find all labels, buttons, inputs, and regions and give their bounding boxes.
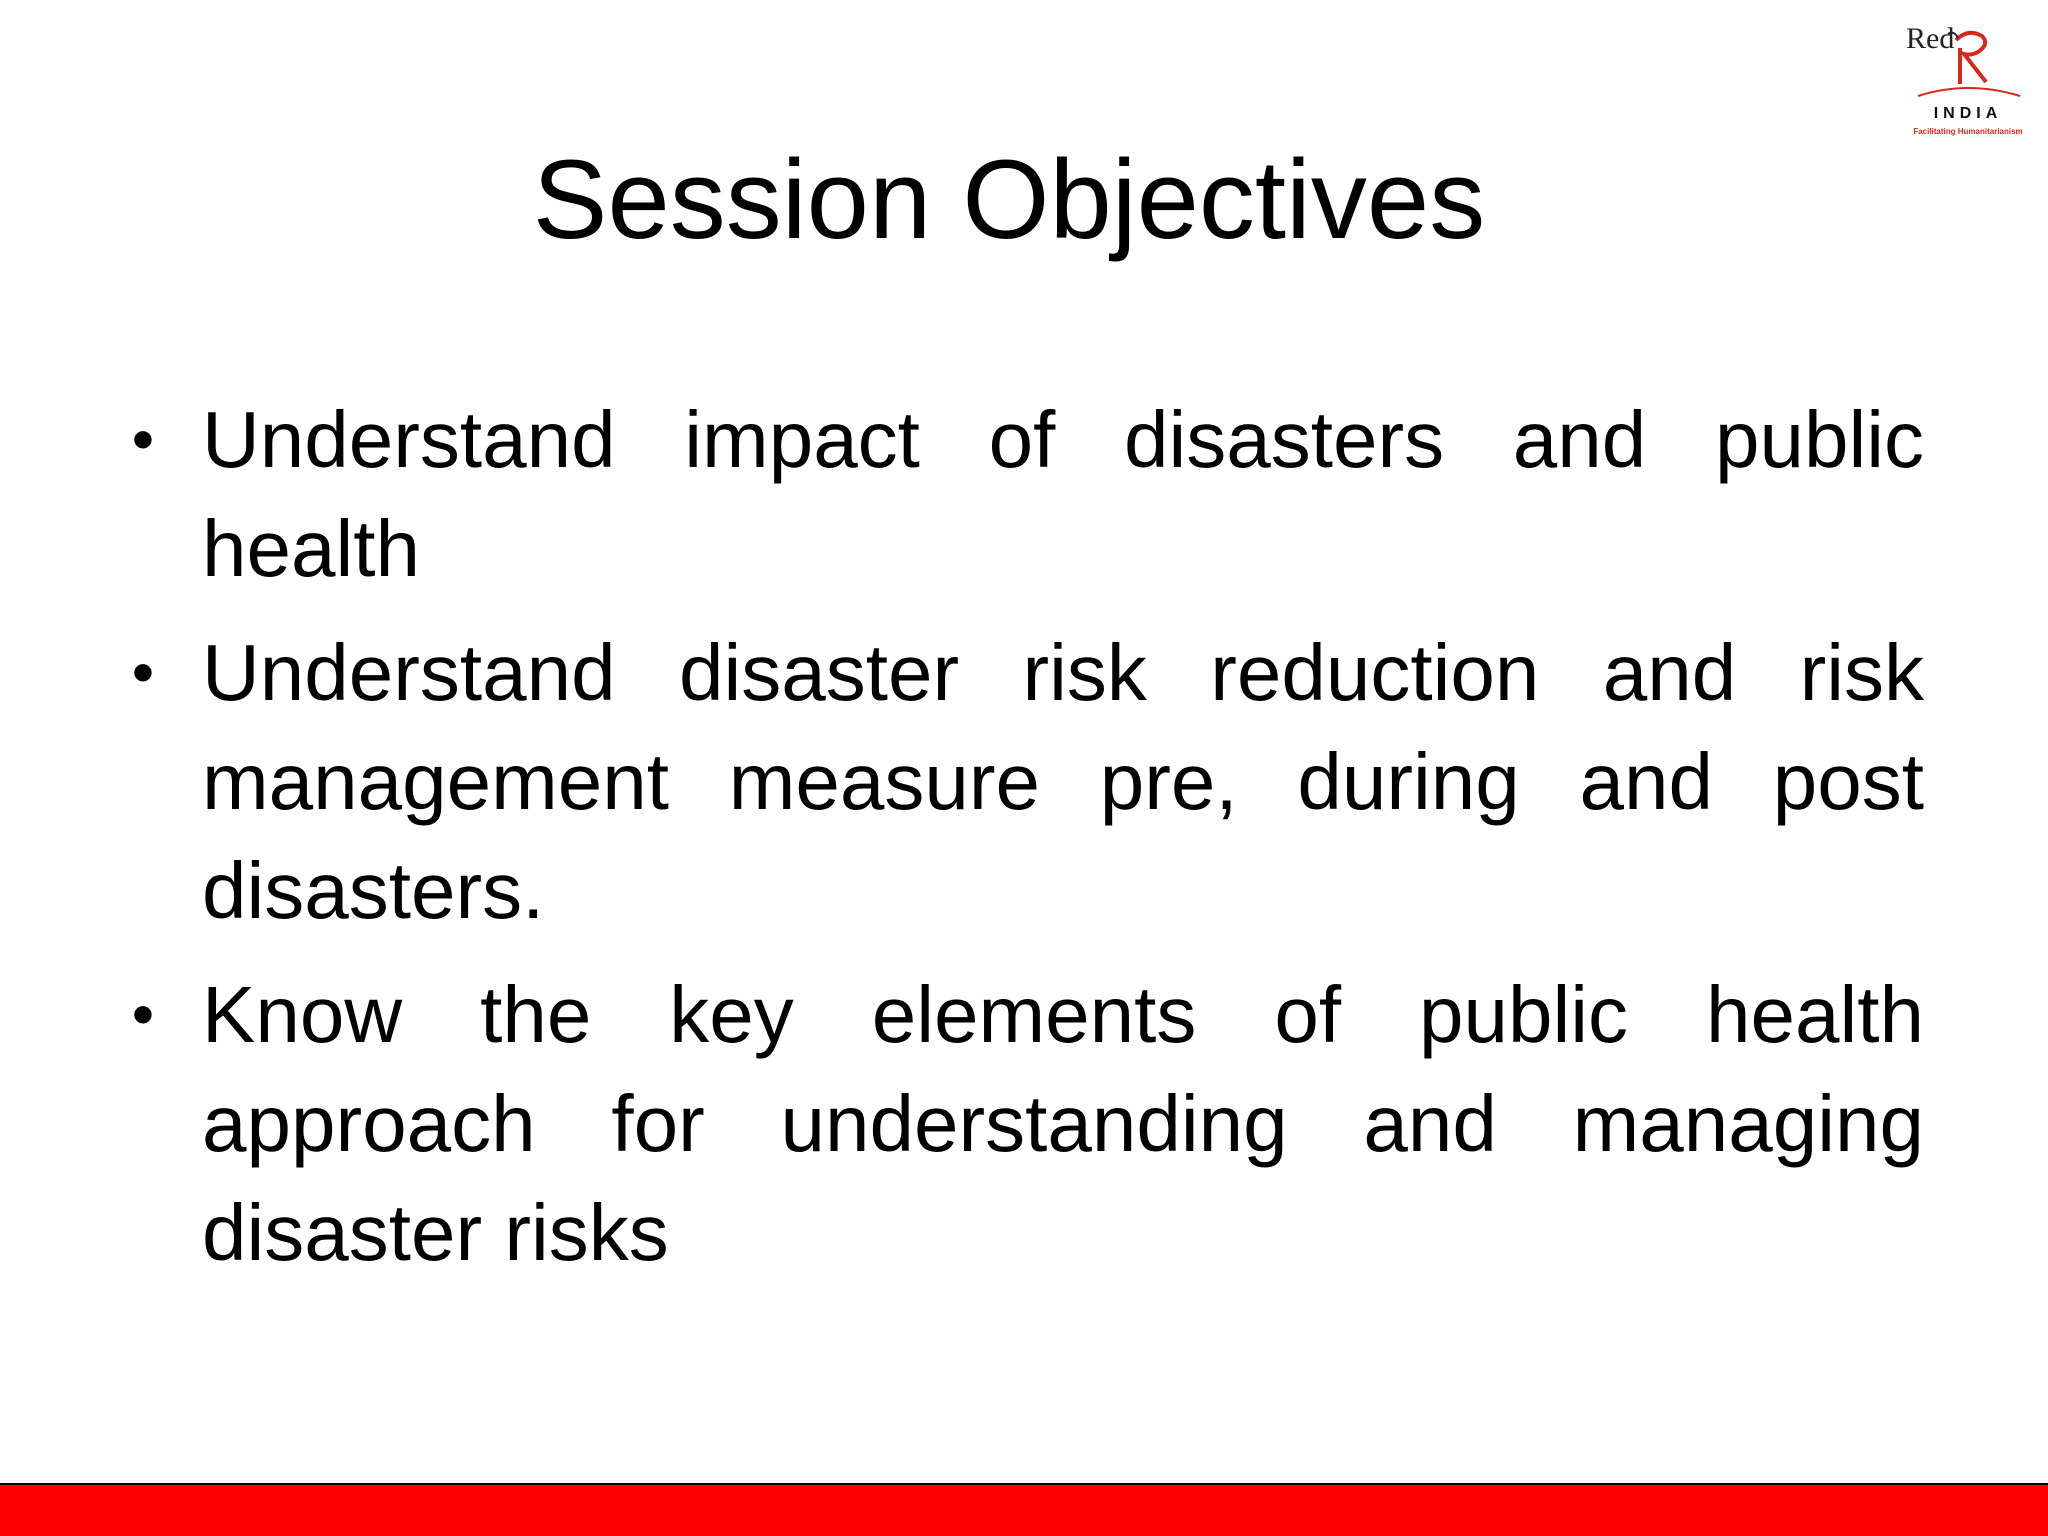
objective-item (118, 960, 1924, 1287)
objective-item (118, 618, 1924, 945)
svg-text:Red: Red (1906, 22, 1955, 55)
objective-item (118, 385, 1924, 603)
redr-india-logo (1898, 18, 2036, 140)
objective-text: Know the key elements of public health approach for understanding and managing disaster risks (202, 970, 1924, 1277)
bullet-dot-icon: • (131, 978, 155, 1050)
bullet-dot-icon: • (131, 636, 155, 708)
slide-title: Session Objectives (532, 137, 1486, 262)
svg-text:Facilitating Humanitarianism: Facilitating Humanitarianism (1913, 127, 2023, 136)
bullet-dot-icon: • (131, 403, 155, 475)
objective-text: Understand impact of disasters and public health (202, 395, 1924, 593)
objective-text: Understand disaster risk reduction and risk management measure pre, during and post disasters. (202, 628, 1924, 935)
objectives-list (118, 385, 1924, 1302)
svg-text:INDIA: INDIA (1933, 105, 2003, 122)
footer-bar (0, 1483, 2048, 1536)
